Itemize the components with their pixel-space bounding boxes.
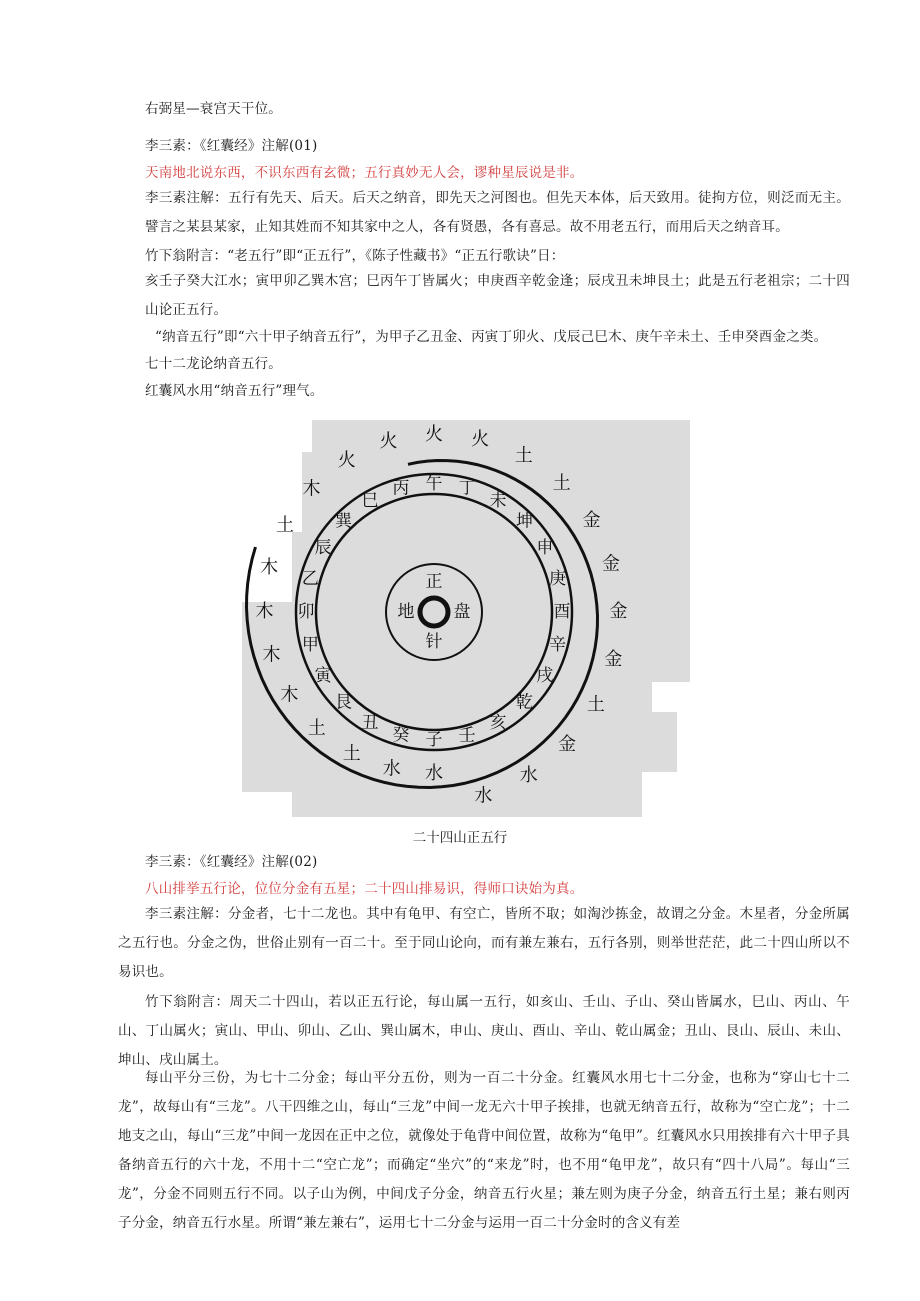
element-label: 木: [255, 601, 274, 622]
element-label: 木: [260, 556, 279, 578]
mountain-label: 申: [536, 538, 554, 558]
text-line: 右弼星—衰宫天干位。: [145, 101, 282, 117]
mountain-label: 甲: [301, 635, 319, 656]
element-label: 土: [342, 743, 361, 765]
paragraph: 李三素注解：五行有先天、后天。后天之纳音，即先天之河图也。但先天本体，后天致用。徒拘方位，则泛而无主。譬言之某县某家，止知其姓而不知其家中之人，各有贤愚，各有喜忌。故不用老五行，而用后天之纳音耳。: [145, 190, 850, 235]
mountain-label: 戌: [536, 666, 554, 686]
mountain-label: 辛: [549, 635, 567, 656]
element-label: 金: [609, 601, 628, 622]
element-label: 金: [582, 510, 601, 531]
figure-caption: 二十四山正五行: [412, 830, 508, 846]
element-label: 木: [280, 684, 299, 706]
mountain-label: 巳: [361, 491, 379, 512]
text-line: “纳音五行”即“六十甲子纳音五行”，为甲子乙丑金、丙寅丁卯火、戊辰己巳木、庚午辛未土、壬申癸酉金之类。: [155, 329, 828, 345]
element-label: 木: [302, 478, 321, 500]
element-label: 火: [337, 449, 356, 471]
section-heading: 李三素：《红囊经》注解(01): [145, 138, 318, 154]
mountain-label: 酉: [553, 602, 571, 622]
mountain-label: 乾: [516, 692, 533, 713]
paragraph: 李三素注解：分金者，七十二龙也。其中有龟甲、有空亡，皆所不取；如淘沙拣金，故谓之分金。木星者，分金所属之五行也。分金之伪，世俗止别有一百二十。至于同山论向，而有兼左兼右，五行各别，则举世茫茫，此二十四山所以不易识也。: [118, 906, 850, 980]
mountain-label: 未: [489, 491, 507, 512]
mountain-label: 辰: [314, 538, 332, 558]
element-label: 土: [552, 473, 571, 495]
element-label: 火: [471, 428, 490, 450]
mountain-label: 亥: [489, 712, 507, 733]
mountain-label: 午: [425, 474, 443, 494]
element-label: 水: [425, 763, 443, 784]
mountain-label: 艮: [335, 692, 352, 713]
mountain-label: 癸: [392, 725, 410, 746]
element-label: 金: [602, 553, 620, 575]
mountain-label: 子: [425, 730, 443, 750]
mountain-label: 壬: [458, 725, 476, 746]
element-label: 水: [519, 765, 538, 787]
element-label: 土: [514, 445, 533, 467]
text-line: 竹下翁附言：“老五行”即“正五行”，《陈子性藏书》“正五行歌诀”日：: [145, 248, 565, 264]
element-label: 火: [379, 431, 398, 453]
element-label: 木: [262, 644, 281, 666]
element-label: 金: [604, 649, 623, 671]
element-label: 土: [276, 515, 294, 536]
text-line: 七十二龙论纳音五行。: [145, 356, 282, 372]
text-line: 红囊风水用“纳音五行”理气。: [145, 383, 324, 399]
mountain-label: 丑: [361, 712, 379, 733]
element-label: 水: [474, 785, 493, 807]
verse-line: 八山排挙五行论，位位分金有五星；二十四山排易识，得师口诀始为真。: [145, 881, 584, 897]
center-label: 地: [397, 602, 415, 622]
mountain-label: 卯: [297, 602, 315, 622]
verse-line: 天南地北说东西，不识东西有玄微；五行真妙无人会，谬种星辰说是非。: [145, 165, 584, 181]
center-label: 针: [425, 632, 443, 652]
paragraph: 竹下翁附言：周天二十四山，若以正五行论，每山属一五行，如亥山、壬山、子山、癸山皆属水，巳山、丙山、午山、丁山属火；寅山、甲山、卯山、乙山、巽山属木，申山、庚山、酉山、辛山、乾山属金；丑山、艮山、辰山、未山、坤山、戌山属土。: [118, 994, 850, 1068]
paragraph: 亥壬子癸大江水；寅甲卯乙巽木宫；巳丙午丁皆属火；申庚酉辛乾金逢；辰戌丑未坤艮土；此是五行老祖宗；二十四山论正五行。: [145, 273, 850, 318]
paragraph: 每山平分三份，为七十二分金；每山平分五份，则为一百二十分金。红囊风水用七十二分金，也称为“穿山七十二龙”，故每山有“三龙”。八干四维之山，每山“三龙”中间一龙无六十甲子挨排，也就无纳音五行，故称为“空亡龙”；十二地支之山，每山“三龙”中间一龙因在正中之位，就像处于龟背中间位置，故称为“龟甲”。红囊风水只用挨排有六十甲子具备纳音五行的六十龙，不用十二“空亡龙”；而确定“坐穴”的“来龙”时，也不用“龟甲龙”，故只有“四十八局”。每山“三龙”，分金不同则五行不同。以子山为例，中间戊子分金，纳音五行火星；兼左则为庚子分金，纳音五行土星；兼右则丙子分金，纳音五行水星。所谓“兼左兼右”，运用七十二分金与运用一百二十分金时的含义有差: [118, 1070, 850, 1231]
mountain-label: 庚: [549, 568, 567, 589]
mountain-label: 丁: [458, 478, 476, 499]
compass-diagram: [232, 412, 692, 822]
center-label: 正: [425, 572, 443, 592]
mountain-label: 乙: [301, 568, 319, 589]
center-label: 盘: [453, 602, 471, 622]
element-label: 土: [586, 694, 605, 716]
element-label: 水: [382, 758, 401, 780]
section-heading: 李三素：《红囊经》注解(02): [145, 854, 318, 870]
element-label: 金: [558, 734, 577, 756]
mountain-label: 坤: [516, 511, 533, 532]
compass-figure: [232, 412, 692, 822]
element-label: 土: [307, 718, 326, 740]
element-label: 火: [425, 424, 443, 445]
mountain-label: 丙: [392, 478, 410, 499]
mountain-label: 寅: [314, 666, 332, 686]
mountain-label: 巽: [335, 511, 352, 532]
